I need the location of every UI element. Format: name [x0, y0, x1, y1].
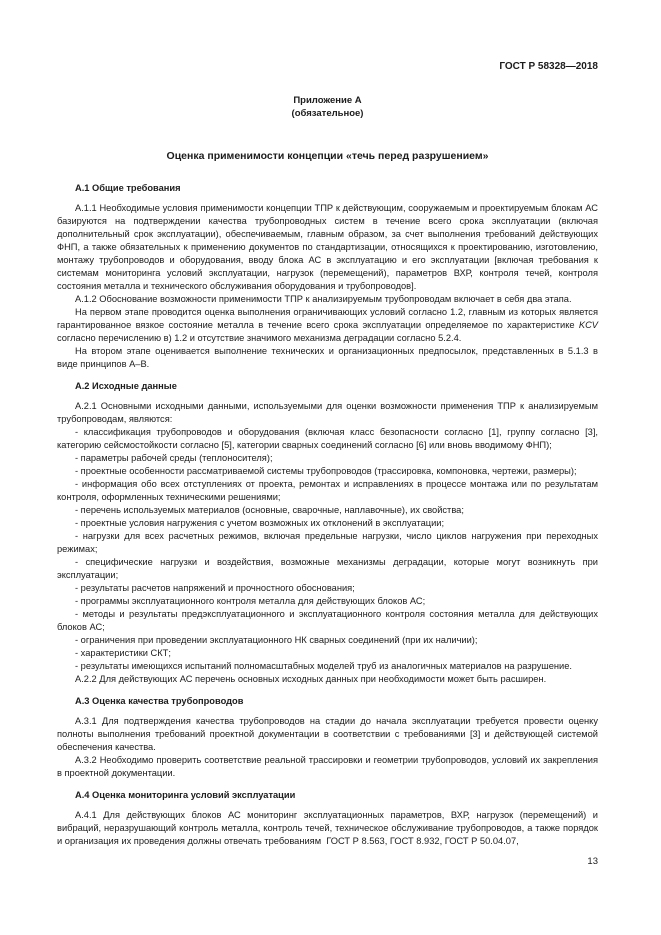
paragraph: - проектные особенности рассматриваемой системы трубопроводов (трассировка, компоновка, чертежи, размеры); [75, 466, 577, 476]
paragraph: - методы и результаты предэксплуатационного и эксплуатационного контроля состояния металла для действующих блоков АС; [57, 609, 598, 632]
paragraph: А.3.1 Для подтверждения качества трубопроводов на стадии до начала эксплуатации требуется провести оценку полноты выполнения требований проектной документации в соответствии с требованиями [3] и действующей системой обеспечения качества. [57, 716, 598, 752]
section-heading: А.1 Общие требования [75, 183, 181, 193]
paragraph: - параметры рабочей среды (теплоносителя); [75, 453, 273, 463]
paragraph: - информация обо всех отступлениях от проекта, ремонтах и исправлениях в процессе монтажа или по результатам контроля, оформленных техническими решениями; [57, 479, 598, 502]
paragraph: - проектные условия нагружения с учетом возможных их отклонений в эксплуатации; [75, 518, 445, 528]
page-number: 13 [587, 856, 598, 867]
paragraph: - результаты расчетов напряжений и прочностного обоснования; [75, 583, 355, 593]
paragraph: На втором этапе оценивается выполнение технических и организационных предпосылок, представленных в 5.1.3 в виде принципов А–В. [57, 346, 598, 369]
page-title: Оценка применимости концепции «течь перед разрушением» [166, 150, 489, 162]
paragraph: А.2.2 Для действующих АС перечень основных исходных данных при необходимости может быть расширен. [75, 674, 547, 684]
appendix-block [57, 94, 598, 120]
content [57, 182, 598, 848]
paragraph: А.3.2 Необходимо проверить соответствие реальной трассировки и геометрии трубопроводов, условий их закрепления в проектной документации. [57, 755, 598, 778]
paragraph: - классификация трубопроводов и оборудования (включая класс безопасности согласно [1], группу согласно [3], категорию сейсмостойкости согласно [5], категории сварных соединений согласно [6] или вновь вводимому ФНП); [57, 427, 598, 450]
paragraph: - специфические нагрузки и воздействия, возможные механизмы деградации, которые могут возникнуть при эксплуатации; [57, 557, 598, 580]
section-heading: А.3 Оценка качества трубопроводов [75, 696, 244, 706]
doc-number: ГОСТ Р 58328—2018 [499, 61, 598, 72]
paragraph: А.1.1 Необходимые условия применимости концепции ТПР к действующим, сооружаемым и проектируемым блокам АС базируются на подтверждении качества трубопроводных систем в течение всего срока эксплуатации (включая дополнительный срок эксплуатации), обеспечиваемым, главным образом, за счет выполнения требований действующих ФНП, а также обязательных к применению документов по стандартизации, относящихся к проектированию, изготовлению, монтажу трубопроводов и оборудования, вводу блока АС в эксплуатацию и его эксплуатации [включая требования к системам мониторинга условий эксплуатации, нагрузок (перемещений), параметров ВХР, контроля течей, контроля состояния металла и технического обслуживания оборудования и трубопроводов]. [57, 203, 598, 291]
paragraph: - ограничения при проведении эксплуатационного НК сварных соединений (при их наличии); [75, 635, 478, 645]
paragraph: - нагрузки для всех расчетных режимов, включая предельные нагрузки, число циклов нагружения при переходных режимах; [57, 531, 598, 554]
paragraph: А.2.1 Основными исходными данными, используемыми для оценки возможности применения ТПР к анализируемым трубопроводам, являются: [57, 401, 598, 424]
appendix-kind: (обязательное) [291, 108, 364, 119]
paragraph: - перечень используемых материалов (основные, сварочные, наплавочные), их свойства; [75, 505, 464, 515]
paragraph: - программы эксплуатационного контроля металла для действующих блоков АС; [75, 596, 426, 606]
paragraph: А.4.1 Для действующих блоков АС мониторинг эксплуатационных параметров, ВХР, нагрузок (перемещений) и вибраций, неразрушающий контроль металла, контроль течей, техническое обслуживание трубопроводов, а также порядок и организация их проведения должны отвечать требованиям ГОСТ Р 8.563, ГОСТ 8.932, ГОСТ Р 50.04.07, [57, 810, 598, 846]
paragraph: - результаты имеющихся испытаний полномасштабных моделей труб из аналогичных материалов на разрушение. [75, 661, 573, 671]
paragraph: А.1.2 Обоснование возможности применимости ТПР к анализируемым трубопроводам включает в себя два этапа. [75, 294, 572, 304]
section-heading: А.2 Исходные данные [75, 381, 177, 391]
paragraph: - характеристики СКТ; [75, 648, 171, 658]
appendix-label: Приложение А [293, 95, 362, 106]
paragraph: На первом этапе проводится оценка выполнения ограничивающих условий согласно 1.2, главным из которых является гарантированное вязкое состояние металла в течение всего срока эксплуатации определяемое по характеристике KCV согласно перечислению в) 1.2 и отсутствие значимого механизма деградации согласно 5.2.4. [57, 307, 598, 343]
section-heading: А.4 Оценка мониторинга условий эксплуатации [75, 790, 296, 800]
